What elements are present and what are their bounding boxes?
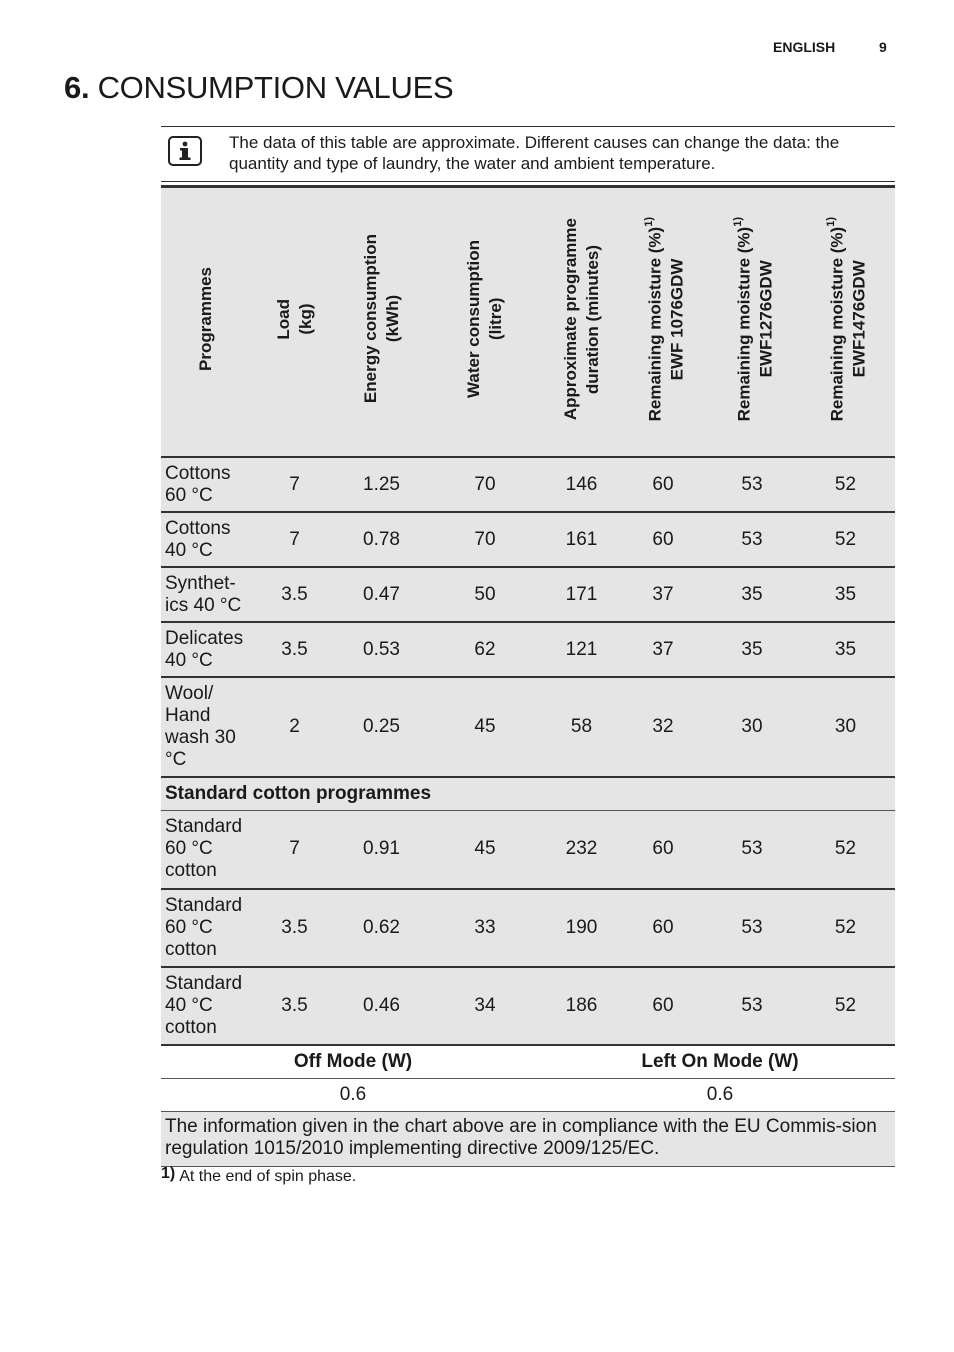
- language-label: ENGLISH: [773, 39, 836, 55]
- section-label: Standard cotton programmes: [161, 777, 895, 811]
- moisture-cell: 35: [708, 622, 796, 677]
- moisture-cell: 37: [618, 622, 708, 677]
- moisture-cell: 30: [796, 677, 895, 777]
- load-cell: 3.5: [251, 622, 338, 677]
- col-header-moisture-1476: Remaining moisture (%)$^{1)}$ EWF1476GDW: [796, 187, 895, 458]
- table-row: [161, 567, 895, 622]
- energy-cell: 0.46: [338, 967, 425, 1045]
- duration-cell: 58: [545, 677, 618, 777]
- moisture-cell: 53: [708, 889, 796, 967]
- water-cell: 62: [425, 622, 545, 677]
- table-row: [161, 622, 895, 677]
- table-header-row: [161, 187, 895, 458]
- info-text: The data of this table are approximate. Different causes can change the data: the quantity and type of laundry, the water and ambient temperature.: [229, 133, 840, 173]
- col-header-water: Water consumption (litre): [425, 187, 545, 458]
- moisture-cell: 32: [618, 677, 708, 777]
- col-header-moisture-1276: Remaining moisture (%)$^{1)}$ EWF1276GDW: [708, 187, 796, 458]
- footnote: [161, 1165, 357, 1186]
- moisture-cell: 52: [796, 811, 895, 889]
- page-header: [0, 39, 954, 59]
- water-cell: 70: [425, 512, 545, 567]
- col-header-moisture-1076: Remaining moisture (%)$^{1)}$ EWF 1076GDW: [618, 187, 708, 458]
- consumption-table: [161, 185, 895, 1167]
- mode-value-row: [161, 1078, 895, 1111]
- water-cell: 33: [425, 889, 545, 967]
- energy-cell: 0.78: [338, 512, 425, 567]
- moisture-cell: 53: [708, 967, 796, 1045]
- energy-cell: 0.62: [338, 889, 425, 967]
- duration-cell: 121: [545, 622, 618, 677]
- mode-label-row: [161, 1045, 895, 1079]
- energy-cell: 1.25: [338, 457, 425, 512]
- water-cell: 50: [425, 567, 545, 622]
- load-cell: 2: [251, 677, 338, 777]
- moisture-cell: 52: [796, 889, 895, 967]
- load-cell: 3.5: [251, 967, 338, 1045]
- water-cell: 34: [425, 967, 545, 1045]
- page-number: 9: [879, 39, 887, 55]
- table-row: [161, 889, 895, 967]
- moisture-cell: 52: [796, 967, 895, 1045]
- programme-cell: Wool/ Hand wash 30 °C: [161, 677, 251, 777]
- duration-cell: 232: [545, 811, 618, 889]
- footnote-mark: 1): [161, 1165, 176, 1182]
- table-row: [161, 512, 895, 567]
- moisture-cell: 53: [708, 811, 796, 889]
- table-row: [161, 811, 895, 889]
- water-cell: 70: [425, 457, 545, 512]
- table-row: [161, 967, 895, 1045]
- programme-cell: Delicates 40 °C: [161, 622, 251, 677]
- energy-cell: 0.53: [338, 622, 425, 677]
- col-header-duration: Approximate programme duration (minutes): [545, 187, 618, 458]
- load-cell: 3.5: [251, 889, 338, 967]
- moisture-cell: 53: [708, 512, 796, 567]
- off-mode-label: Off Mode (W): [161, 1045, 545, 1079]
- moisture-cell: 60: [618, 967, 708, 1045]
- moisture-cell: 60: [618, 889, 708, 967]
- programme-cell: Standard 60 °C cotton: [161, 889, 251, 967]
- compliance-note: The information given in the chart above are in compliance with the EU Commis-sion regulation 1015/2010 implementing directive 2009/125/EC.: [161, 1111, 895, 1166]
- left-on-mode-value: 0.6: [545, 1078, 895, 1111]
- load-cell: 7: [251, 457, 338, 512]
- programme-cell: Standard 60 °C cotton: [161, 811, 251, 889]
- moisture-cell: 52: [796, 457, 895, 512]
- programme-cell: Cottons 40 °C: [161, 512, 251, 567]
- moisture-cell: 35: [708, 567, 796, 622]
- water-cell: 45: [425, 811, 545, 889]
- off-mode-value: 0.6: [161, 1078, 545, 1111]
- info-icon: [168, 136, 202, 166]
- moisture-cell: 30: [708, 677, 796, 777]
- compliance-row: [161, 1111, 895, 1166]
- moisture-cell: 60: [618, 512, 708, 567]
- table-row: [161, 677, 895, 777]
- col-header-energy: Energy consumption (kWh): [338, 187, 425, 458]
- moisture-cell: 37: [618, 567, 708, 622]
- moisture-cell: 60: [618, 811, 708, 889]
- section-title-text: CONSUMPTION VALUES: [97, 70, 454, 105]
- programme-cell: Synthet-ics 40 °C: [161, 567, 251, 622]
- table-row: [161, 457, 895, 512]
- info-box: [161, 126, 895, 182]
- duration-cell: 186: [545, 967, 618, 1045]
- moisture-cell: 35: [796, 622, 895, 677]
- duration-cell: 161: [545, 512, 618, 567]
- energy-cell: 0.47: [338, 567, 425, 622]
- duration-cell: 171: [545, 567, 618, 622]
- duration-cell: 190: [545, 889, 618, 967]
- col-header-programmes: Programmes: [161, 187, 251, 458]
- water-cell: 45: [425, 677, 545, 777]
- duration-cell: 146: [545, 457, 618, 512]
- load-cell: 7: [251, 811, 338, 889]
- col-header-load: Load (kg): [251, 187, 338, 458]
- section-number: 6.: [64, 70, 90, 105]
- moisture-cell: 35: [796, 567, 895, 622]
- section-title: [64, 70, 453, 106]
- programme-cell: Standard 40 °C cotton: [161, 967, 251, 1045]
- table-section-row: [161, 777, 895, 811]
- load-cell: 3.5: [251, 567, 338, 622]
- energy-cell: 0.25: [338, 677, 425, 777]
- load-cell: 7: [251, 512, 338, 567]
- programme-cell: Cottons 60 °C: [161, 457, 251, 512]
- left-on-mode-label: Left On Mode (W): [545, 1045, 895, 1079]
- energy-cell: 0.91: [338, 811, 425, 889]
- moisture-cell: 53: [708, 457, 796, 512]
- moisture-cell: 52: [796, 512, 895, 567]
- footnote-text: At the end of spin phase.: [179, 1168, 357, 1185]
- moisture-cell: 60: [618, 457, 708, 512]
